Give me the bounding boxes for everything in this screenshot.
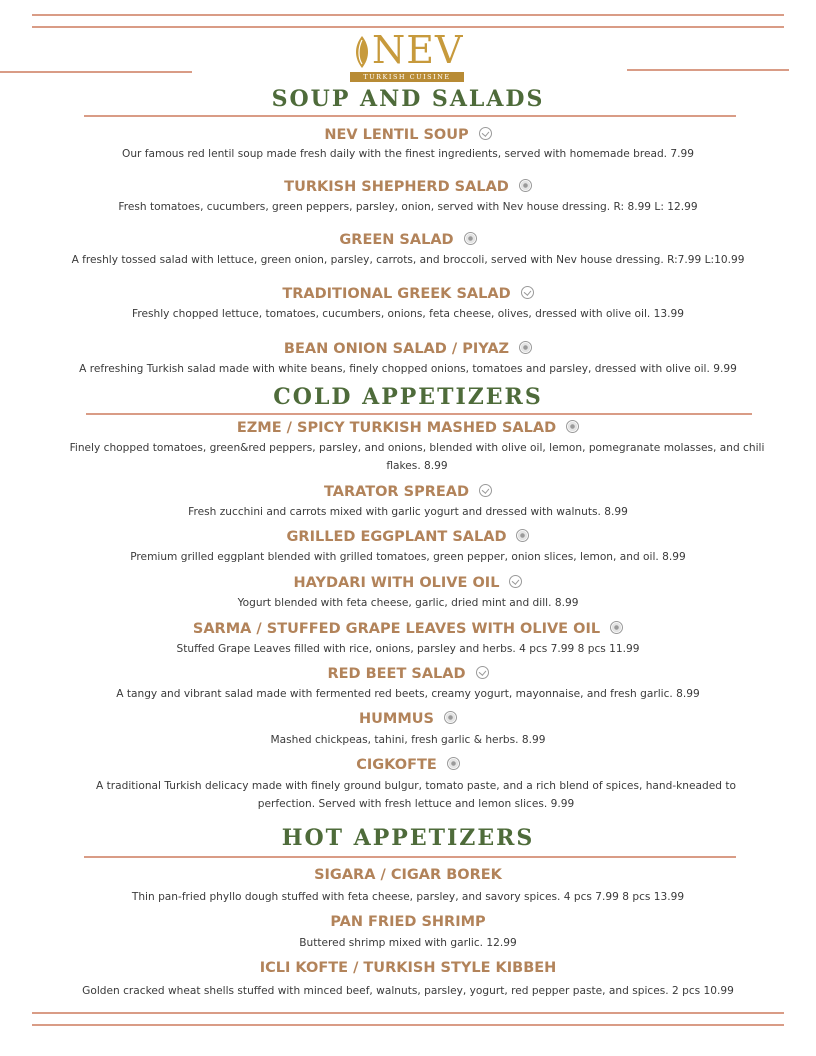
menu-item-description: A refreshing Turkish salad made with white beans, finely chopped onions, tomatoes and parsley, dressed with olive oil. 9.99 bbox=[79, 363, 737, 375]
section-title-soup-salads: SOUP AND SALADS bbox=[271, 86, 545, 112]
flame-leaf-icon bbox=[350, 34, 374, 70]
menu-item-name: HUMMUS bbox=[0, 710, 816, 728]
menu-item-description: Freshly chopped lettuce, tomatoes, cucumbers, onions, feta cheese, olives, dressed with olive oil. 13.99 bbox=[132, 308, 684, 320]
vegan-icon bbox=[476, 666, 489, 679]
vegan-icon bbox=[479, 484, 492, 497]
vegan-icon bbox=[509, 575, 522, 588]
menu-item-name: TURKISH SHEPHERD SALAD bbox=[0, 178, 816, 196]
menu-item-name: TRADITIONAL GREEK SALAD bbox=[0, 285, 816, 303]
menu-item-description: Yogurt blended with feta cheese, garlic, dried mint and dill. 8.99 bbox=[237, 597, 579, 609]
nev-logo bbox=[350, 28, 466, 82]
menu-item-name: PAN FRIED SHRIMP bbox=[330, 914, 486, 930]
menu-item-description: A freshly tossed salad with lettuce, green onion, parsley, carrots, and broccoli, served with Nev house dressing. R:7.99 L:10.99 bbox=[71, 254, 745, 266]
menu-item-name: SIGARA / CIGAR BOREK bbox=[314, 867, 502, 883]
gluten-free-icon bbox=[464, 232, 477, 245]
brand-tagline: TURKISH CUISINE bbox=[350, 72, 464, 82]
gluten-free-icon bbox=[519, 179, 532, 192]
bottom-rule-1 bbox=[32, 1012, 784, 1014]
menu-item-description: Buttered shrimp mixed with garlic. 12.99 bbox=[299, 937, 517, 949]
menu-item-name: CIGKOFTE bbox=[0, 756, 816, 774]
vegan-icon bbox=[521, 286, 534, 299]
menu-item-name: RED BEET SALAD bbox=[0, 665, 816, 683]
menu-item-name: SARMA / STUFFED GRAPE LEAVES WITH OLIVE OIL bbox=[0, 620, 816, 638]
left-header-rule bbox=[0, 71, 192, 73]
menu-item-name: EZME / SPICY TURKISH MASHED SALAD bbox=[0, 419, 816, 437]
top-rule-1 bbox=[32, 14, 784, 16]
vegan-icon bbox=[479, 127, 492, 140]
menu-item-description: Our famous red lentil soup made fresh daily with the finest ingredients, served with homemade bread. 7.99 bbox=[122, 148, 694, 160]
gluten-free-icon bbox=[519, 341, 532, 354]
menu-item-name: GRILLED EGGPLANT SALAD bbox=[0, 528, 816, 546]
gluten-free-icon bbox=[610, 621, 623, 634]
menu-item-name: BEAN ONION SALAD / PIYAZ bbox=[0, 340, 816, 358]
section-rule bbox=[84, 856, 736, 858]
brand-name: NEV bbox=[372, 28, 464, 72]
menu-item-description: Finely chopped tomatoes, green&red peppers, parsley, and onions, blended with olive oil, lemon, pomegranate molasses, and chili flakes. 8.99 bbox=[69, 442, 765, 472]
menu-item-description: A traditional Turkish delicacy made with finely ground bulgur, tomato paste, and a rich blend of spices, hand-kneaded to perfection. Served with fresh lettuce and lemon slices. 9.99 bbox=[95, 780, 736, 810]
bottom-rule-2 bbox=[32, 1024, 784, 1026]
menu-item-description: A tangy and vibrant salad made with fermented red beets, creamy yogurt, mayonnaise, and fresh garlic. 8.99 bbox=[116, 688, 700, 700]
menu-item-description: Golden cracked wheat shells stuffed with minced beef, walnuts, parsley, yogurt, red pepper paste, and spices. 2 pcs 10.99 bbox=[82, 985, 734, 997]
menu-item-description: Mashed chickpeas, tahini, fresh garlic & herbs. 8.99 bbox=[270, 734, 546, 746]
section-title-cold-appetizers: COLD APPETIZERS bbox=[273, 384, 543, 410]
gluten-free-icon bbox=[444, 711, 457, 724]
section-rule bbox=[86, 413, 752, 415]
menu-item-description: Fresh tomatoes, cucumbers, green peppers, parsley, onion, served with Nev house dressing. R: 8.99 L: 12.99 bbox=[118, 201, 698, 213]
gluten-free-icon bbox=[516, 529, 529, 542]
menu-item-name: ICLI KOFTE / TURKISH STYLE KIBBEH bbox=[259, 960, 557, 976]
menu-item-description: Fresh zucchini and carrots mixed with garlic yogurt and dressed with walnuts. 8.99 bbox=[188, 506, 628, 518]
menu-item-name: TARATOR SPREAD bbox=[0, 483, 816, 501]
section-rule bbox=[84, 115, 736, 117]
gluten-free-icon bbox=[566, 420, 579, 433]
menu-item-name: HAYDARI WITH OLIVE OIL bbox=[0, 574, 816, 592]
menu-item-name: NEV LENTIL SOUP bbox=[0, 126, 816, 144]
menu-item-name: GREEN SALAD bbox=[0, 231, 816, 249]
menu-item-description: Thin pan-fried phyllo dough stuffed with feta cheese, parsley, and savory spices. 4 pcs 7.99 8 pcs 13.99 bbox=[131, 891, 685, 903]
section-title-hot-appetizers: HOT APPETIZERS bbox=[281, 825, 535, 851]
menu-item-description: Premium grilled eggplant blended with grilled tomatoes, green pepper, onion slices, lemon, and oil. 8.99 bbox=[130, 551, 686, 563]
right-header-rule bbox=[627, 69, 789, 71]
gluten-free-icon bbox=[447, 757, 460, 770]
menu-item-description: Stuffed Grape Leaves filled with rice, onions, parsley and herbs. 4 pcs 7.99 8 pcs 11.99 bbox=[176, 643, 640, 655]
